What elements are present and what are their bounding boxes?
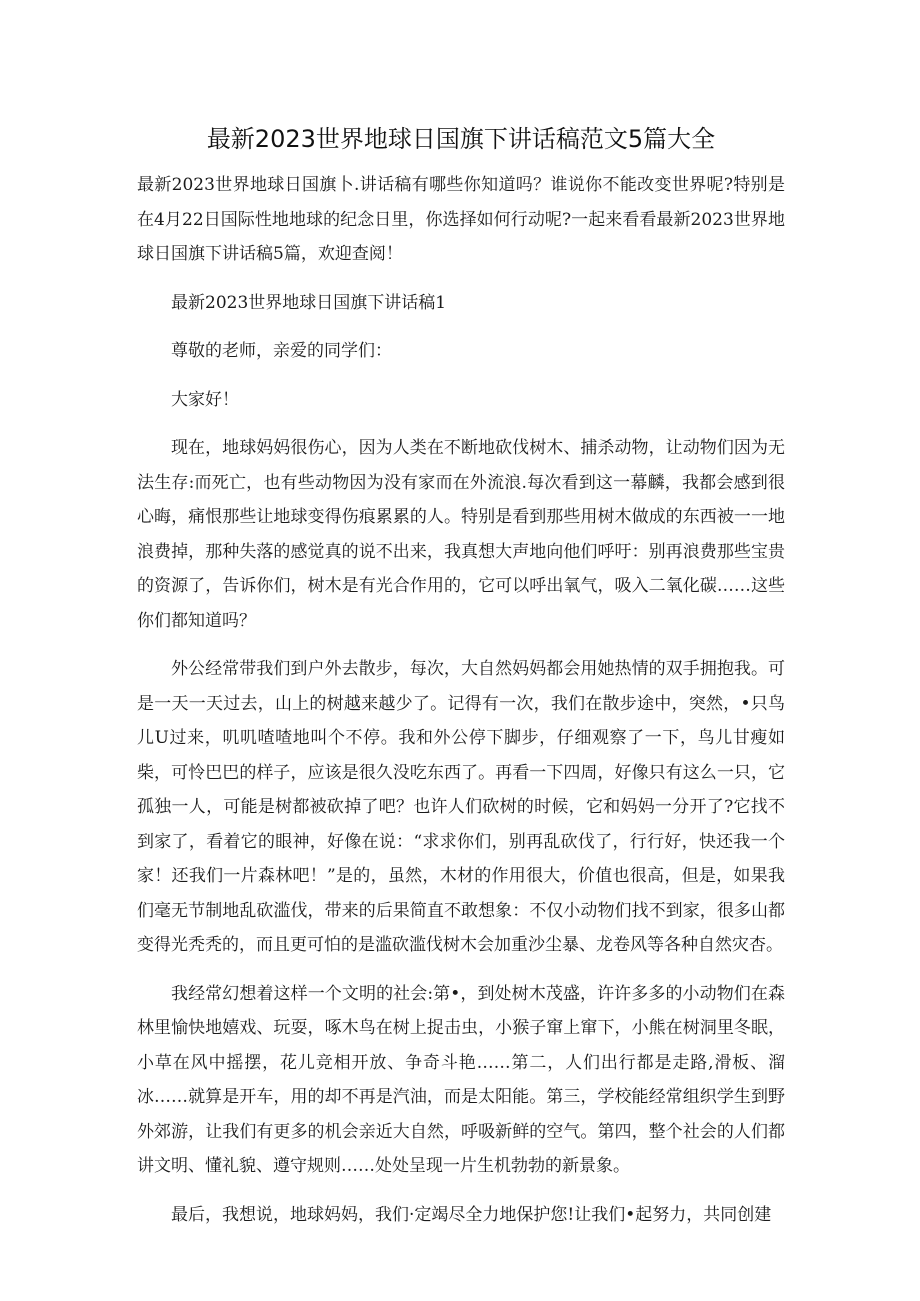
document-page bbox=[137, 122, 785, 1246]
body-paragraph: 外公经常带我们到户外去散步，每次，大自然妈妈都会用她热情的双手拥抱我。可是一天一天过去，山上的树越来越少了。记得有一次，我们在散步途中，突然，•只鸟儿U过来，叽叽喳喳地叫个不停。我和外公停下脚步，仔细观察了一下，鸟儿甘瘦如柴，可怜巴巴的样子，应该是很久没吃东西了。再看一下四周，好像只有这么一只，它孤独一人，可能是树都被砍掉了吧？也许人们砍树的时候，它和妈妈一分开了?它找不到家了，看着它的眼神，好像在说：“求求你们，别再乱砍伐了，行行好，快还我一个家！还我们一片森林吧！”是的，虽然，木材的作用很大，价值也很高，但是，如果我们毫无节制地乱砍滥伐，带来的后果简直不敢想象：不仅小动物们找不到家，很多山都变得光秃秃的，而且更可怕的是滥砍滥伐树木会加重沙尘暴、龙卷风等各种自然灾杏。 bbox=[137, 659, 785, 955]
greeting: 大家好！ bbox=[171, 389, 239, 410]
section-heading: 最新2023世界地球日国旗下讲话稿1 bbox=[171, 292, 447, 313]
body-paragraph: 最后，我想说，地球妈妈，我们·定竭尽全力地保护您!让我们•起努力，共同创建 bbox=[171, 1204, 772, 1225]
body-paragraph: 现在，地球妈妈很伤心，因为人类在不断地砍伐树木、捕杀动物，让动物们因为无法生存:而死亡，也有些动物因为没有家而在外流浪.每次看到这一幕麟，我都会感到很心晦，痛恨那些让地球变得伤痕累累的人。特别是看到那些用树木做成的东西被一一地浪费掉，那种失落的感觉真的说不出来，我真想大声地向他们呼吁：别再浪费那些宝贵的资源了，告诉你们，树木是有光合作用的，它可以呼出氧气，吸入二氧化碳……这些你们都知道吗？ bbox=[137, 438, 785, 631]
intro-paragraph: 最新2023世界地球日国旗卜.讲话稿有哪些你知道吗？谁说你不能改变世界呢?特别是在4月22日国际性地地球的纪念日里，你选择如何行动呢?一起来看看最新2023世界地球日国旗下讲话稿5篇，欢迎查阅！ bbox=[137, 175, 785, 264]
body-paragraph: 我经常幻想着这样一个文明的社会:第•，到处树木茂盛，许许多多的小动物们在森林里愉快地嬉戏、玩耍，啄木鸟在树上捉击虫，小猴子窜上窜下，小熊在树洞里冬眠，小草在风中摇摆，花儿竞相开放、争奇斗艳……第二，人们出行都是走路,滑板、溜冰……就算是开车，用的却不再是汽油，而是太阳能。第三，学校能经常组织学生到野外郊游，让我们有更多的机会亲近大自然，呼吸新鲜的空气。第四，整个社会的人们都讲文明、懂礼貌、遵守规则……处处呈现一片生机勃勃的新景象。 bbox=[137, 983, 785, 1176]
salutation: 尊敬的老师，亲爱的同学们： bbox=[171, 341, 392, 361]
document-title: 最新2023世界地球日国旗下讲话稿范文5篇大全 bbox=[206, 125, 716, 153]
